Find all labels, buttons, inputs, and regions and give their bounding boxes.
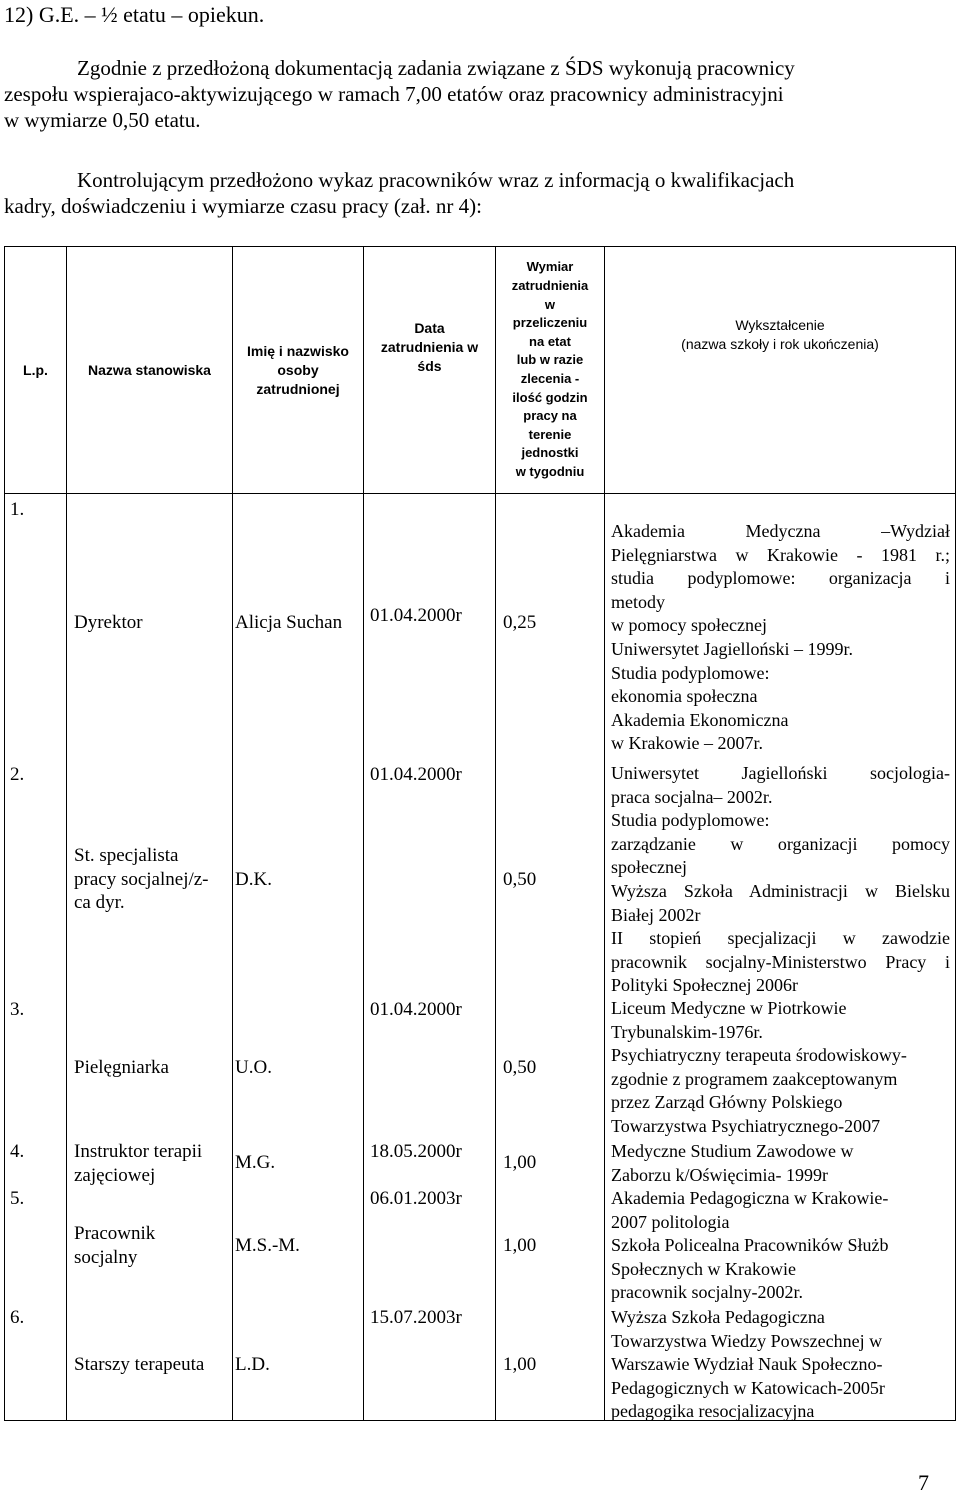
row-date: 15.07.2003r	[370, 1307, 462, 1328]
header-line: w tygodniu	[515, 463, 585, 479]
paragraph-line: Kontrolującym przedłożono wykaz pracowników wraz z informacją o kwalifikacjach	[77, 168, 795, 192]
header-line: zlecenia -	[520, 371, 580, 386]
header-hours	[496, 247, 604, 493]
row-lp: 3.	[10, 999, 25, 1020]
education-line: Pielęgniarstwa w Krakowie - 1981 r.;	[611, 544, 950, 565]
education-line: Towarzystwa Psychiatrycznego-2007	[611, 1115, 881, 1136]
row-position	[74, 844, 209, 915]
row-lp: 2.	[10, 764, 25, 785]
education-line: zgodnie z programem zaakceptowanym	[611, 1068, 898, 1089]
header-line: w	[544, 296, 556, 312]
row-fte: 1,00	[503, 1235, 537, 1256]
row-education	[611, 1140, 950, 1187]
row-date: 01.04.2000r	[370, 999, 462, 1020]
position-line: Pracownik	[74, 1223, 156, 1244]
education-line: Zaborzu k/Oświęcimia- 1999r	[611, 1164, 828, 1185]
header-line: zatrudnienia	[511, 278, 589, 294]
education-line: w pomocy społecznej	[611, 615, 767, 636]
row-date: 06.01.2003r	[370, 1188, 462, 1209]
header-line: jednostki	[521, 445, 579, 461]
paragraph-line: Zgodnie z przedłożoną dokumentacją zadania związane z ŚDS wykonują pracownicy	[77, 56, 795, 80]
position-line: zajęciowej	[74, 1164, 156, 1186]
header-line: osoby	[277, 361, 319, 378]
education-line: studia podyplomowe: organizacja i	[611, 568, 950, 589]
header-line: (nazwa szkoły i rok ukończenia)	[681, 336, 879, 352]
header-line: Wymiar	[526, 259, 574, 275]
education-line: ekonomia społeczna	[611, 686, 758, 707]
education-line: Szkoła Policealna Pracowników Służb	[611, 1235, 889, 1256]
row-name: M.S.-M.	[235, 1235, 300, 1256]
row-name: L.D.	[235, 1354, 270, 1375]
table-border-right	[955, 246, 956, 1421]
header-line: zatrudnionej	[256, 380, 340, 397]
row-lp: 6.	[10, 1307, 25, 1328]
education-line: Trybunalskim-1976r.	[611, 1021, 763, 1042]
header-line: śds	[417, 357, 442, 374]
education-line: Warszawie Wydział Nauk Społeczno-	[611, 1354, 883, 1375]
row-education	[611, 520, 950, 756]
education-line: Studia podyplomowe:	[611, 662, 770, 683]
education-line: Wyższa Szkoła Pedagogiczna	[611, 1307, 825, 1327]
education-line: Liceum Medyczne w Piotrkowie	[611, 998, 847, 1018]
education-line: 2007 politologia	[611, 1211, 730, 1232]
row-fte: 0,25	[503, 612, 537, 633]
row-fte: 1,00	[503, 1354, 537, 1375]
row-date: 01.04.2000r	[370, 605, 462, 626]
position-line: pracy socjalnej/z-	[74, 868, 209, 890]
paragraph-line: zespołu wspierajaco-aktywizującego w ramach 7,00 etatów oraz pracownicy administracyjni	[4, 82, 784, 106]
education-line: Polityki Społecznej 2006r	[611, 975, 798, 996]
education-line: pedagogika resocjalizacyjna	[611, 1401, 815, 1422]
education-line: społecznej	[611, 857, 687, 878]
header-line: przeliczeniu	[512, 315, 588, 331]
education-line: praca socjalna– 2002r.	[611, 786, 773, 807]
header-line: Data	[414, 319, 445, 336]
education-line: Akademia Medyczna –Wydział	[611, 521, 950, 541]
row-education	[611, 1306, 950, 1424]
header-line: na etat	[529, 333, 571, 349]
position-line: St. specjalista	[74, 845, 179, 866]
paragraph-staffing	[4, 55, 954, 133]
row-position: Pielęgniarka	[74, 1057, 169, 1078]
education-line: Białej 2002r	[611, 904, 701, 925]
education-line: w Krakowie – 2007r.	[611, 733, 763, 754]
education-line: Pedagogicznych w Katowicach-2005r	[611, 1377, 885, 1398]
education-line: Medyczne Studium Zawodowe w	[611, 1141, 854, 1161]
row-education	[611, 762, 950, 998]
header-name	[233, 247, 363, 493]
row-lp: 4.	[10, 1141, 25, 1162]
education-line: metody	[611, 591, 665, 612]
page-number: 7	[918, 1470, 929, 1495]
row-position	[74, 1140, 202, 1187]
education-line: Uniwersytet Jagielloński – 1999r.	[611, 638, 853, 659]
row-name: M.G.	[235, 1152, 276, 1173]
header-line: Imię i nazwisko	[247, 342, 349, 359]
row-lp: 5.	[10, 1188, 25, 1209]
header-line: terenie	[528, 426, 572, 442]
position-line: socjalny	[74, 1246, 138, 1268]
header-line: pracy na	[523, 408, 577, 424]
row-name: U.O.	[235, 1057, 272, 1078]
education-line: Akademia Pedagogiczna w Krakowie-	[611, 1188, 889, 1208]
paragraph-line: kadry, doświadczeniu i wymiarze czasu pracy (zał. nr 4):	[4, 194, 482, 218]
education-line: Psychiatryczny terapeuta środowiskowy-	[611, 1045, 907, 1066]
row-fte: 0,50	[503, 869, 537, 890]
row-name: D.K.	[235, 869, 272, 890]
header-date	[364, 247, 495, 447]
header-position: Nazwa stanowiska	[88, 361, 211, 378]
row-position: Starszy terapeuta	[74, 1354, 205, 1375]
header-line: lub w razie	[516, 352, 584, 368]
education-line: II stopień specjalizacji w zawodzie	[611, 928, 950, 949]
row-education	[611, 1187, 950, 1305]
header-line: ilość godzin	[512, 389, 588, 405]
paragraph-staff-list	[4, 167, 954, 219]
row-lp: 1.	[10, 499, 25, 520]
header-line: zatrudnienia w	[380, 338, 479, 355]
row-name: Alicja Suchan	[235, 612, 343, 633]
header-education	[605, 247, 955, 423]
row-position: Dyrektor	[74, 612, 143, 633]
education-line: Uniwersytet Jagielloński socjologia-	[611, 763, 950, 783]
position-line: ca dyr.	[74, 892, 125, 913]
row-date: 01.04.2000r	[370, 764, 462, 785]
education-line: pracownik socjalny-Ministerstwo Pracy i	[611, 951, 950, 972]
row-position	[74, 1222, 155, 1269]
row-date: 18.05.2000r	[370, 1141, 462, 1162]
row-education	[611, 997, 950, 1139]
education-line: Towarzystwa Wiedzy Powszechnej w	[611, 1330, 883, 1351]
education-line: przez Zarząd Główny Polskiego	[611, 1092, 843, 1113]
section-heading: 12) G.E. – ½ etatu – opiekun.	[4, 2, 265, 27]
education-line: zarządzanie w organizacji pomocy	[611, 833, 950, 854]
position-line: Instruktor terapii	[74, 1141, 203, 1162]
table-header-divider	[4, 493, 956, 494]
header-line: Wykształcenie	[735, 317, 825, 333]
row-fte: 1,00	[503, 1152, 537, 1173]
row-fte: 0,50	[503, 1057, 537, 1078]
education-line: Społecznych w Krakowie	[611, 1258, 796, 1279]
education-line: Wyższa Szkoła Administracji w Bielsku	[611, 880, 950, 901]
header-lp: L.p.	[23, 361, 48, 378]
education-line: Studia podyplomowe:	[611, 810, 770, 831]
education-line: Akademia Ekonomiczna	[611, 709, 789, 730]
education-line: pracownik socjalny-2002r.	[611, 1282, 803, 1303]
paragraph-line: w wymiarze 0,50 etatu.	[4, 108, 201, 132]
